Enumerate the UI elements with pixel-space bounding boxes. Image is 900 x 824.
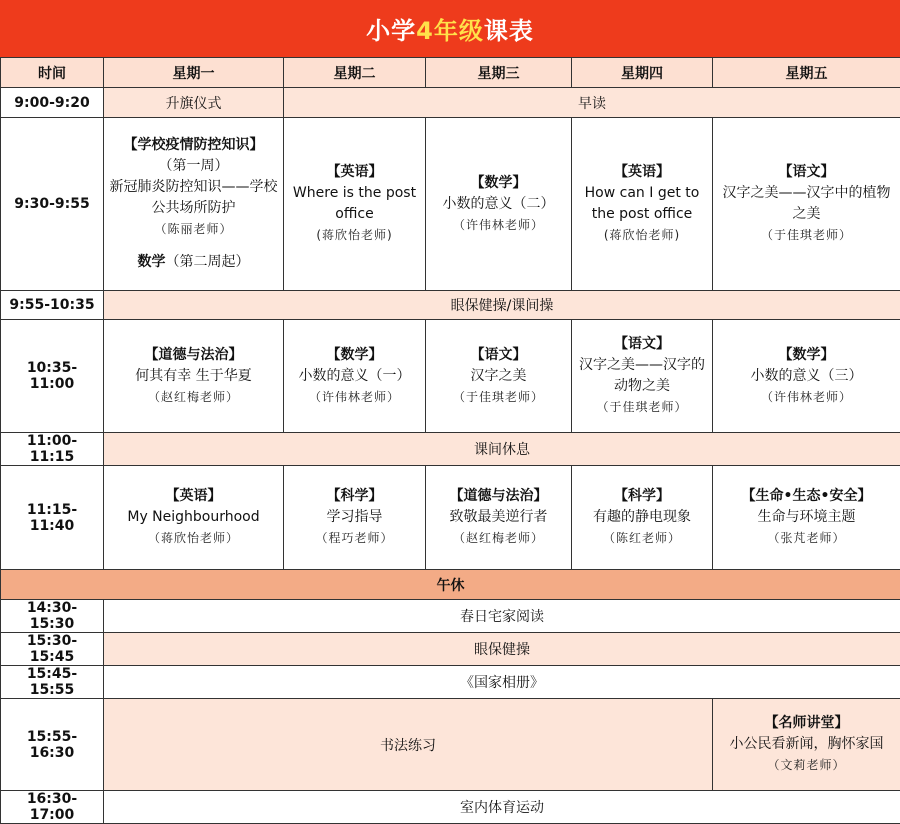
class-cell [426, 320, 572, 433]
topic-label: 新冠肺炎防控知识——学校公共场所防护 [108, 177, 279, 219]
teacher-label: （于佳琪老师） [576, 397, 708, 418]
table-row [1, 666, 900, 699]
table-row [1, 466, 900, 570]
table-row [1, 88, 900, 118]
schedule-title [0, 0, 900, 57]
topic-label: （第二周起） [166, 254, 250, 270]
header-row [1, 58, 900, 88]
subject-label: 【数学】 [430, 173, 567, 194]
header-thursday: 星期四 [572, 58, 713, 88]
header-friday: 星期五 [713, 58, 900, 88]
topic-label: 致敬最美逆行者 [430, 507, 567, 528]
topic-label: 汉字之美——汉字中的植物之美 [717, 183, 896, 225]
teacher-label: （陈丽老师） [108, 219, 279, 240]
merged-cell: 春日宅家阅读 [104, 600, 900, 633]
subject-label: 【道德与法治】 [430, 486, 567, 507]
table-row [1, 291, 900, 320]
subject-label: 【语文】 [717, 162, 896, 183]
subject-label: 数学 [138, 254, 166, 270]
time-cell: 10:35-11:00 [1, 320, 104, 433]
teacher-label: （赵红梅老师） [430, 528, 567, 549]
topic-label: 小公民看新闻，胸怀家国 [717, 734, 896, 755]
subject-label: 【道德与法治】 [108, 345, 279, 366]
merged-cell: 书法练习 [104, 699, 713, 791]
merged-cell: 早读 [284, 88, 900, 118]
subject-label: 【语文】 [576, 334, 708, 355]
subject-label: 【科学】 [576, 486, 708, 507]
table-row [1, 633, 900, 666]
class-cell [572, 466, 713, 570]
subject-label: 【数学】 [717, 345, 896, 366]
time-cell: 9:00-9:20 [1, 88, 104, 118]
teacher-label: （张芃老师） [717, 528, 896, 549]
class-cell [104, 466, 284, 570]
lunch-break-row: 午休 [1, 570, 900, 600]
topic-label: How can I get to the post office [576, 183, 708, 225]
merged-cell: 《国家相册》 [104, 666, 900, 699]
table-row [1, 433, 900, 466]
merged-cell: 眼保健操/课间操 [104, 291, 900, 320]
teacher-label: （程巧老师） [288, 528, 421, 549]
class-cell [713, 118, 900, 291]
topic-label: 小数的意义（一） [288, 366, 421, 387]
mon-cell: 升旗仪式 [104, 88, 284, 118]
teacher-label: （赵红梅老师） [108, 387, 279, 408]
time-cell: 15:45-15:55 [1, 666, 104, 699]
table-row [1, 570, 900, 600]
topic-label: 汉字之美 [430, 366, 567, 387]
class-cell [426, 466, 572, 570]
time-cell: 11:00-11:15 [1, 433, 104, 466]
class-cell [284, 118, 426, 291]
topic-label: 小数的意义（三） [717, 366, 896, 387]
teacher-label: （蒋欣怡老师） [108, 528, 279, 549]
topic-label: My Neighbourhood [108, 507, 279, 528]
title-grade: 4年级 [416, 11, 484, 46]
teacher-label: （文莉老师） [717, 755, 896, 776]
merged-cell: 室内体育运动 [104, 791, 900, 824]
class-cell [104, 320, 284, 433]
header-tuesday: 星期二 [284, 58, 426, 88]
topic-label: 何其有幸 生于华夏 [108, 366, 279, 387]
title-suffix: 课表 [484, 11, 534, 46]
subject-label: 【数学】 [288, 345, 421, 366]
subject-label: 【科学】 [288, 486, 421, 507]
topic-label: Where is the post office [288, 183, 421, 225]
time-cell: 9:55-10:35 [1, 291, 104, 320]
table-row [1, 791, 900, 824]
time-cell: 11:15-11:40 [1, 466, 104, 570]
timetable [0, 57, 900, 824]
merged-cell: 眼保健操 [104, 633, 900, 666]
subject-label: 【英语】 [108, 486, 279, 507]
subject-label: 【生命•生态•安全】 [717, 486, 896, 507]
time-cell: 15:30-15:45 [1, 633, 104, 666]
class-cell [284, 320, 426, 433]
time-cell: 14:30-15:30 [1, 600, 104, 633]
class-cell [713, 466, 900, 570]
merged-cell: 课间休息 [104, 433, 900, 466]
teacher-label: (蒋欣怡老师) [576, 225, 708, 246]
teacher-label: （于佳琪老师） [717, 225, 896, 246]
teacher-label: (蒋欣怡老师) [288, 225, 421, 246]
subject-label: 【英语】 [576, 162, 708, 183]
subject-label: 【英语】 [288, 162, 421, 183]
class-cell [572, 320, 713, 433]
table-row [1, 320, 900, 433]
title-prefix: 小学 [366, 11, 416, 46]
header-time: 时间 [1, 58, 104, 88]
topic-label: 有趣的静电现象 [576, 507, 708, 528]
class-cell [572, 118, 713, 291]
topic-label: 学习指导 [288, 507, 421, 528]
teacher-label: （陈红老师） [576, 528, 708, 549]
header-monday: 星期一 [104, 58, 284, 88]
topic-label: 小数的意义（二） [430, 194, 567, 215]
header-wednesday: 星期三 [426, 58, 572, 88]
time-cell: 16:30-17:00 [1, 791, 104, 824]
class-cell [284, 466, 426, 570]
topic-label: 生命与环境主题 [717, 507, 896, 528]
table-row [1, 600, 900, 633]
topic-label: 汉字之美——汉字的动物之美 [576, 355, 708, 397]
class-cell [104, 118, 284, 291]
table-row [1, 118, 900, 291]
class-cell [713, 699, 900, 791]
subject-label: 【语文】 [430, 345, 567, 366]
time-cell: 15:55-16:30 [1, 699, 104, 791]
class-cell [426, 118, 572, 291]
class-cell [713, 320, 900, 433]
subject-label: 【学校疫情防控知识】 [108, 135, 279, 156]
teacher-label: （许伟林老师） [717, 387, 896, 408]
teacher-label: （许伟林老师） [288, 387, 421, 408]
topic-label: （第一周） [108, 156, 279, 177]
table-row [1, 699, 900, 791]
teacher-label: （于佳琪老师） [430, 387, 567, 408]
subject-label: 【名师讲堂】 [717, 713, 896, 734]
time-cell: 9:30-9:55 [1, 118, 104, 291]
teacher-label: （许伟林老师） [430, 215, 567, 236]
